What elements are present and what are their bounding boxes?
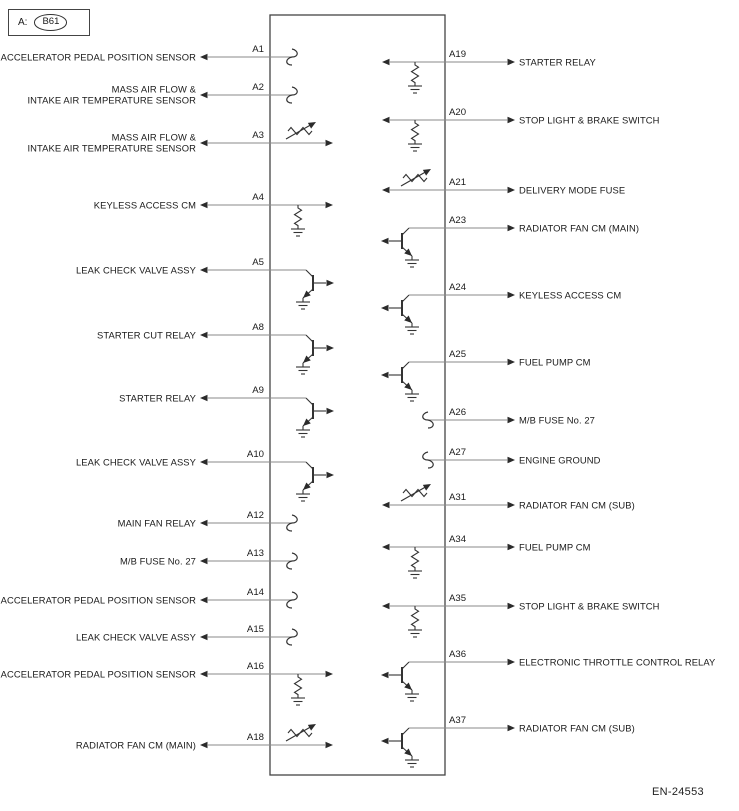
arrowhead-icon bbox=[508, 359, 516, 366]
pin-number-label: A13 bbox=[246, 548, 264, 559]
pin-A27 bbox=[423, 447, 601, 468]
resistor-icon bbox=[412, 120, 419, 144]
component-label: M/B FUSE No. 27 bbox=[119, 555, 196, 567]
pin-number-label: A14 bbox=[246, 587, 264, 598]
arrowhead-icon bbox=[508, 417, 516, 424]
arrowhead-icon bbox=[327, 472, 335, 479]
pin-A20 bbox=[382, 107, 660, 151]
arrowhead-icon bbox=[381, 238, 389, 245]
pin-A19 bbox=[382, 49, 596, 93]
component-label: LEAK CHECK VALVE ASSY bbox=[75, 456, 196, 468]
arrowhead-icon bbox=[200, 634, 208, 641]
arrowhead-icon bbox=[381, 372, 389, 379]
component-label: M/B FUSE No. 27 bbox=[519, 414, 596, 426]
pin-number-label: A31 bbox=[449, 492, 467, 503]
component-label: RADIATOR FAN CM (SUB) bbox=[519, 499, 635, 511]
component-label: INTAKE AIR TEMPERATURE SENSOR bbox=[27, 142, 196, 154]
arrowhead-icon bbox=[508, 225, 516, 232]
pin-number-label: A19 bbox=[449, 49, 467, 60]
arrowhead-icon bbox=[200, 395, 208, 402]
pin-number-label: A5 bbox=[252, 257, 264, 268]
component-label: INTAKE AIR TEMPERATURE SENSOR bbox=[27, 94, 196, 106]
arrowhead-icon bbox=[508, 725, 516, 732]
transistor-collector bbox=[402, 362, 409, 369]
pin-A8 bbox=[97, 322, 334, 374]
pin-number-label: A37 bbox=[449, 715, 467, 726]
pin-number-label: A2 bbox=[252, 82, 264, 93]
component-label: ENGINE GROUND bbox=[519, 454, 601, 466]
pin-number-label: A18 bbox=[246, 732, 264, 743]
pin-number-label: A24 bbox=[449, 282, 467, 293]
pin-A35 bbox=[382, 593, 660, 637]
component-label: MASS AIR FLOW & bbox=[111, 131, 196, 143]
pin-number-label: A1 bbox=[252, 44, 264, 55]
arrowhead-icon bbox=[381, 672, 389, 679]
pin-number-label: A15 bbox=[246, 624, 264, 635]
pin-A4 bbox=[94, 192, 333, 236]
component-label: LEAK CHECK VALVE ASSY bbox=[75, 631, 196, 643]
pin-A34 bbox=[382, 534, 591, 578]
component-label: LEAK CHECK VALVE ASSY bbox=[75, 264, 196, 276]
pin-number-label: A36 bbox=[449, 649, 467, 660]
arrowhead-icon bbox=[200, 92, 208, 99]
arrowhead-icon bbox=[327, 280, 335, 287]
arrowhead-icon bbox=[508, 292, 516, 299]
arrowhead-icon bbox=[200, 742, 208, 749]
pin-A24 bbox=[381, 282, 621, 334]
pin-A15 bbox=[76, 624, 297, 645]
component-label: ELECTRONIC THROTTLE CONTROL RELAY bbox=[519, 656, 716, 668]
component-label: RADIATOR FAN CM (MAIN) bbox=[519, 222, 640, 234]
component-label: STARTER CUT RELAY bbox=[97, 329, 196, 341]
arrowhead-icon bbox=[200, 140, 208, 147]
arrowhead-icon bbox=[508, 603, 516, 610]
component-label: KEYLESS ACCESS CM bbox=[519, 289, 622, 301]
pin-A25 bbox=[381, 349, 591, 401]
connector-legend-box bbox=[8, 9, 90, 36]
transistor-collector bbox=[306, 270, 313, 277]
arrowhead-icon bbox=[382, 117, 390, 124]
arrowhead-icon bbox=[200, 558, 208, 565]
pin-number-label: A27 bbox=[449, 447, 467, 458]
pin-A1 bbox=[1, 44, 298, 65]
transistor-collector bbox=[402, 228, 409, 235]
resistor-icon bbox=[295, 205, 302, 229]
resistor-icon bbox=[412, 547, 419, 571]
arrowhead-icon bbox=[382, 59, 390, 66]
arrowhead-icon bbox=[382, 544, 390, 551]
arrowhead-icon bbox=[200, 332, 208, 339]
connector-prefix-label: A: bbox=[18, 17, 28, 28]
component-label: MAIN FAN RELAY bbox=[117, 517, 196, 529]
pin-number-label: A23 bbox=[449, 215, 467, 226]
arrowhead-icon bbox=[508, 187, 516, 194]
component-label: ACCELERATOR PEDAL POSITION SENSOR bbox=[0, 51, 196, 63]
pin-A21 bbox=[382, 169, 625, 196]
component-label: FUEL PUMP CM bbox=[519, 356, 591, 368]
pin-number-label: A21 bbox=[449, 177, 467, 188]
arrowhead-icon bbox=[326, 140, 334, 147]
pin-number-label: A12 bbox=[246, 510, 264, 521]
component-label: RADIATOR FAN CM (MAIN) bbox=[75, 739, 196, 751]
arrowhead-icon bbox=[382, 187, 390, 194]
arrowhead-icon bbox=[508, 457, 516, 464]
pin-A9 bbox=[119, 385, 334, 437]
arrowhead-icon bbox=[200, 597, 208, 604]
pin-number-label: A8 bbox=[252, 322, 264, 333]
pin-A16 bbox=[1, 661, 333, 705]
component-label: MASS AIR FLOW & bbox=[111, 83, 196, 95]
arrowhead-icon bbox=[508, 502, 516, 509]
component-label: RADIATOR FAN CM (SUB) bbox=[519, 722, 635, 734]
pin-number-label: A16 bbox=[246, 661, 264, 672]
component-label: KEYLESS ACCESS CM bbox=[93, 199, 196, 211]
transistor-collector bbox=[402, 728, 409, 735]
ecu-connector-box bbox=[270, 15, 445, 775]
pin-A18 bbox=[76, 724, 333, 751]
component-label: ACCELERATOR PEDAL POSITION SENSOR bbox=[0, 668, 196, 680]
arrowhead-icon bbox=[508, 544, 516, 551]
arrowhead-icon bbox=[200, 202, 208, 209]
arrowhead-icon bbox=[508, 117, 516, 124]
arrowhead-icon bbox=[327, 408, 335, 415]
pin-A37 bbox=[381, 715, 635, 767]
pin-A36 bbox=[381, 649, 716, 701]
transistor-collector bbox=[306, 462, 313, 469]
transistor-collector bbox=[306, 335, 313, 342]
arrowhead-icon bbox=[327, 345, 335, 352]
pin-A26 bbox=[423, 407, 595, 428]
pin-A14 bbox=[1, 587, 298, 608]
transistor-collector bbox=[402, 662, 409, 669]
pin-number-label: A4 bbox=[252, 192, 264, 203]
arrowhead-icon bbox=[508, 659, 516, 666]
component-label: STARTER RELAY bbox=[119, 392, 196, 404]
resistor-icon bbox=[412, 62, 419, 86]
transistor-collector bbox=[402, 295, 409, 302]
arrowhead-icon bbox=[382, 603, 390, 610]
pin-number-label: A25 bbox=[449, 349, 467, 360]
resistor-icon bbox=[295, 674, 302, 698]
pin-A10 bbox=[76, 449, 334, 501]
component-label: FUEL PUMP CM bbox=[519, 541, 591, 553]
pin-number-label: A26 bbox=[449, 407, 467, 418]
arrowhead-icon bbox=[200, 520, 208, 527]
pin-number-label: A10 bbox=[246, 449, 264, 460]
pin-number-label: A35 bbox=[449, 593, 467, 604]
arrowhead-icon bbox=[326, 202, 334, 209]
arrowhead-icon bbox=[326, 742, 334, 749]
document-code: EN-24553 bbox=[652, 786, 704, 798]
pin-A13 bbox=[120, 548, 297, 569]
resistor-icon bbox=[412, 606, 419, 630]
component-label: STOP LIGHT & BRAKE SWITCH bbox=[519, 600, 660, 612]
pin-A3 bbox=[27, 122, 333, 154]
component-label: DELIVERY MODE FUSE bbox=[519, 184, 626, 196]
transistor-collector bbox=[306, 398, 313, 405]
connector-id-badge: B61 bbox=[34, 14, 67, 30]
pin-A23 bbox=[381, 215, 639, 267]
pin-A5 bbox=[76, 257, 334, 309]
arrowhead-icon bbox=[200, 267, 208, 274]
pin-number-label: A3 bbox=[252, 130, 264, 141]
pin-A2 bbox=[27, 82, 297, 106]
arrowhead-icon bbox=[381, 305, 389, 312]
component-label: ACCELERATOR PEDAL POSITION SENSOR bbox=[0, 594, 196, 606]
arrowhead-icon bbox=[326, 671, 334, 678]
arrowhead-icon bbox=[200, 54, 208, 61]
component-label: STARTER RELAY bbox=[519, 56, 596, 68]
pin-A31 bbox=[382, 484, 635, 511]
arrowhead-icon bbox=[200, 459, 208, 466]
arrowhead-icon bbox=[382, 502, 390, 509]
component-label: STOP LIGHT & BRAKE SWITCH bbox=[519, 114, 660, 126]
arrowhead-icon bbox=[381, 738, 389, 745]
pin-number-label: A9 bbox=[252, 385, 264, 396]
arrowhead-icon bbox=[508, 59, 516, 66]
arrowhead-icon bbox=[200, 671, 208, 678]
pin-number-label: A20 bbox=[449, 107, 467, 118]
pin-number-label: A34 bbox=[449, 534, 467, 545]
